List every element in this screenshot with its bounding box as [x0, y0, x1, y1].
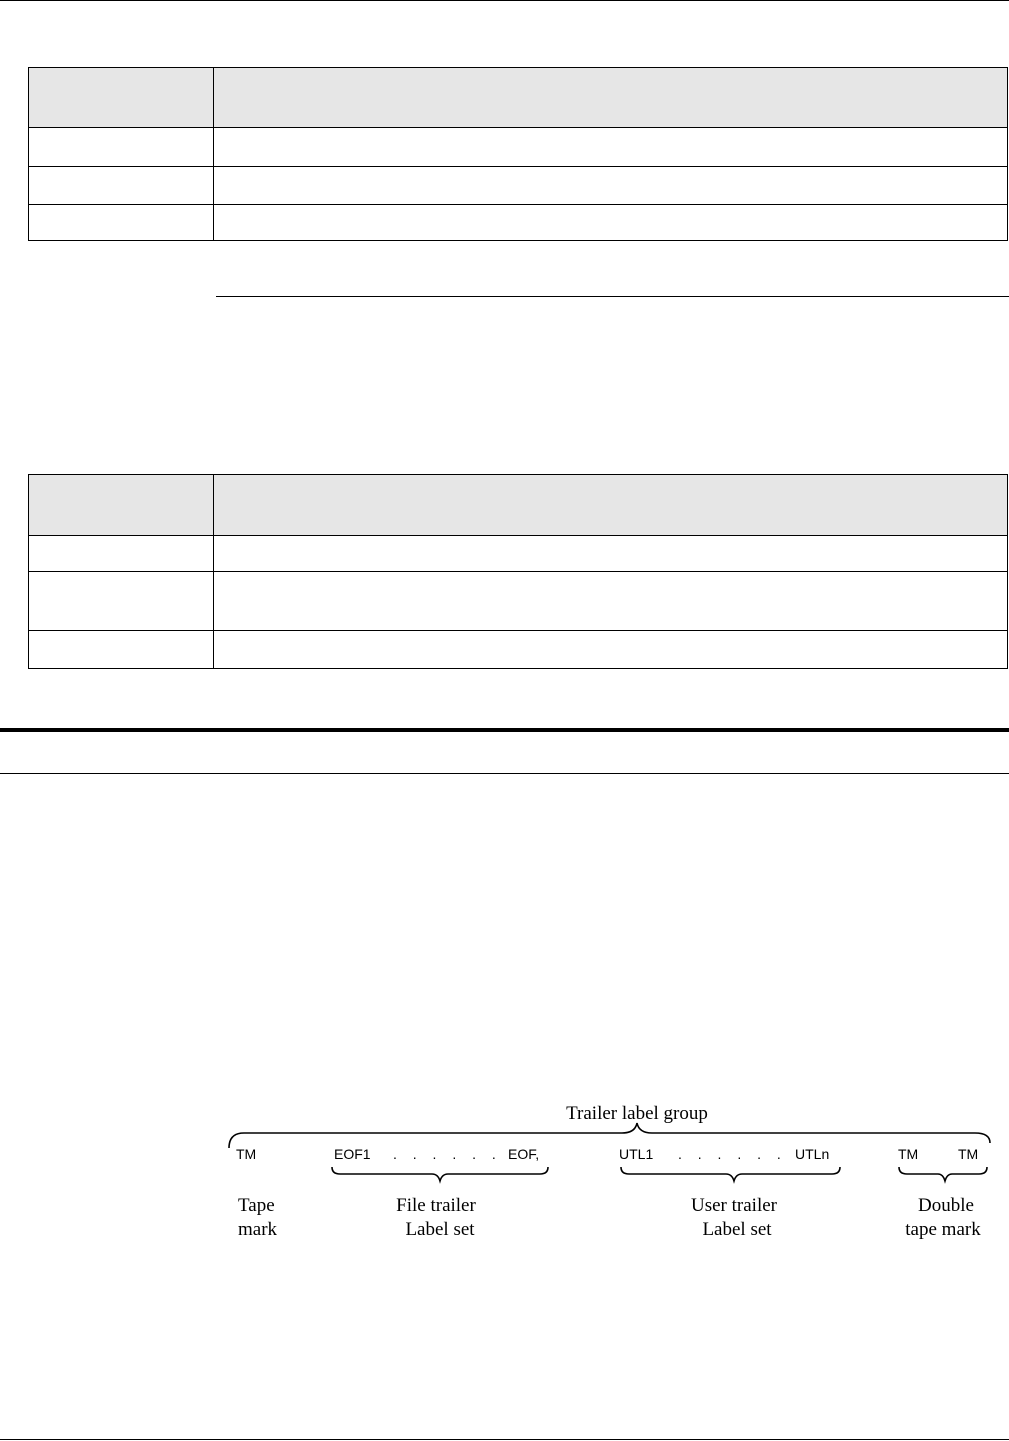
- eof-brace: [332, 1167, 548, 1181]
- caption-double-tm-1: Double: [918, 1195, 974, 1216]
- eof-start-label: EOF1: [334, 1146, 371, 1162]
- tm-label: TM: [236, 1146, 257, 1162]
- utl-brace: [621, 1167, 840, 1181]
- double-tm-brace: [899, 1167, 987, 1181]
- caption-tape-mark-2: mark: [238, 1219, 278, 1240]
- eof-dots: . . . . . .: [393, 1146, 502, 1162]
- group-label: Trailer label group: [566, 1103, 708, 1124]
- utl-start-label: UTL1: [619, 1146, 654, 1162]
- caption-file-trailer-1: File trailer: [396, 1195, 476, 1216]
- eof-end-label: EOF,: [508, 1146, 540, 1162]
- utl-end-label: UTLn: [795, 1146, 830, 1162]
- caption-double-tm-2: tape mark: [905, 1219, 981, 1240]
- tm1-label: TM: [898, 1146, 919, 1162]
- utl-dots: . . . . . .: [678, 1146, 787, 1162]
- caption-user-trailer-2: Label set: [702, 1219, 772, 1240]
- caption-file-trailer-2: Label set: [405, 1219, 475, 1240]
- page-bottom-rule: [0, 1439, 1009, 1440]
- group-brace: [229, 1123, 990, 1148]
- caption-user-trailer-1: User trailer: [691, 1195, 777, 1216]
- tm2-label: TM: [958, 1146, 979, 1162]
- caption-tape-mark-1: Tape: [238, 1195, 275, 1216]
